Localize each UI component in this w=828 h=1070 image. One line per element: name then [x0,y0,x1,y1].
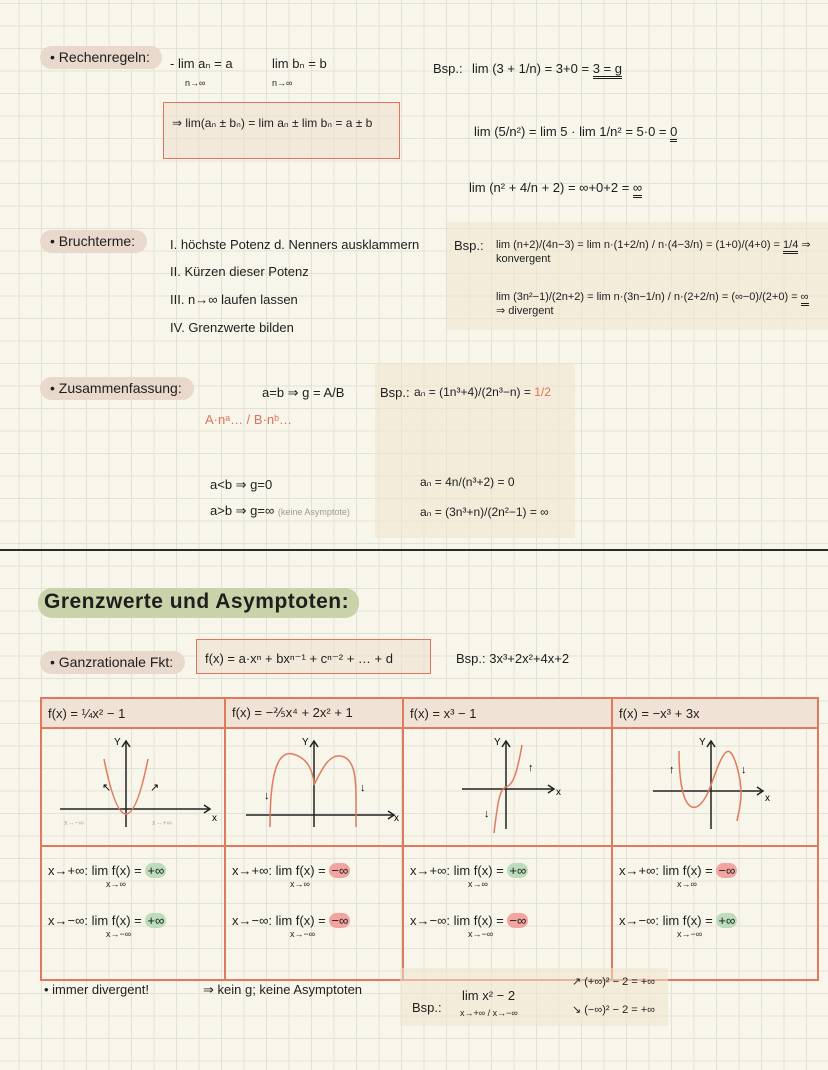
graph-neg-cubic [613,729,817,845]
example-3-expr: lim (n² + 4/n + 2) = ∞+0+2 = [469,180,633,195]
limit-neg [619,913,811,963]
graph-cell-2 [225,728,403,846]
limit-sub: x→−∞ [106,929,132,939]
bruch-example-2 [496,290,816,318]
limit-prefix: x→−∞: lim f(x) = [232,913,330,928]
limit-sub: x→∞ [290,879,310,889]
example-2 [474,124,677,139]
x-axis-label: x [394,813,399,824]
arrow-up-icon: ↑ [669,764,675,776]
zusammenfassung-bsp-label: Bsp.: [380,385,410,400]
arrow-up-right-icon: ↗ [150,782,160,794]
y-axis-label: Y [114,737,121,748]
bruch-example-2-result: ∞ [801,291,809,306]
limit-value: +∞ [147,913,165,928]
footer-example: lim x² − 2 [462,988,516,1003]
bruch-example-2-note: ⇒ divergent [496,305,554,317]
limit-value: +∞ [509,863,527,878]
y-axis-label: Y [699,737,706,748]
function-table [40,697,819,981]
case-greater-text: a>b ⇒ g=∞ [210,503,275,518]
bruch-example-2-expr: lim (3n²−1)/(2n+2) = lim n·(3n−1/n) / n·(2+2/n) = (∞−0)/(2+0) = [496,291,801,303]
limit-value: +∞ [718,913,736,928]
rule-b: lim bₙ = b [272,56,327,71]
footer-bsp-label: Bsp.: [412,1000,442,1015]
graph-quartic [226,729,402,845]
limit-sub: x→−∞ [290,929,316,939]
sum-rule: ⇒ lim(aₙ ± bₙ) = lim aₙ ± lim bₙ = a ± b [172,116,373,130]
case-equal: a=b ⇒ g = A/B [262,385,345,400]
step-2: II. Kürzen dieser Potenz [170,264,309,279]
note-left: x→−∞ [64,820,84,827]
limit-sub: x→−∞ [468,929,494,939]
arrow-down-icon: ↓ [360,782,366,794]
function-curve [679,751,741,821]
step-3: III. n→∞ laufen lassen [170,292,298,307]
limit-value: +∞ [147,863,165,878]
graph-cubic [404,729,611,845]
arrow-down-icon: ↓ [264,790,270,802]
limit-prefix: x→+∞: lim f(x) = [48,863,146,878]
limit-cell [41,846,225,980]
formula-cell: f(x) = ¼x² − 1 [41,698,225,728]
bruch-example-1-result: 1/4 [783,239,798,254]
limit-value: −∞ [718,863,736,878]
zusammen-example-1-result: 1/2 [534,385,551,399]
zusammen-example-1 [414,385,551,399]
sum-rule-box [163,102,400,159]
case-less: a<b ⇒ g=0 [210,477,273,492]
rule-a-sub: n→∞ [185,78,206,88]
example-1 [472,61,622,76]
zusammenfassung-label: • Zusammenfassung: [40,377,194,400]
bruchterme-label: • Bruchterme: [40,230,147,253]
limit-cell [403,846,612,980]
rechenregeln-bsp-label: Bsp.: [433,61,463,76]
bruch-example-1-note: ⇒ konvergent [496,239,811,265]
limit-sub: x→−∞ [677,929,703,939]
limit-pos [619,863,811,913]
note-right: x→+∞ [152,820,172,827]
zusammen-example-3: aₙ = (3n³+n)/(2n²−1) = ∞ [420,505,549,519]
limit-pos [48,863,218,913]
limit-pos [410,863,605,913]
limit-value: −∞ [331,913,349,928]
limit-cell [612,846,818,980]
general-form: f(x) = a·xⁿ + bxⁿ⁻¹ + cⁿ⁻² + … + d [205,651,393,666]
footer-note-2: ⇒ kein g; keine Asymptoten [203,982,363,997]
footer-example-sub: x→+∞ / x→−∞ [460,1008,518,1018]
formula-cell: f(x) = −⅖x⁴ + 2x² + 1 [225,698,403,728]
limit-sub: x→∞ [677,879,697,889]
example-1-expr: lim (3 + 1/n) = 3+0 = [472,61,593,76]
limit-prefix: x→+∞: lim f(x) = [232,863,330,878]
example-3 [469,180,642,195]
general-fraction: A·nᵃ… / B·nᵇ… [205,412,293,427]
limit-cell [225,846,403,980]
formula-cell: f(x) = x³ − 1 [403,698,612,728]
limit-neg [410,913,605,963]
arrow-up-left-icon: ↖ [102,782,112,794]
limit-prefix: x→+∞: lim f(x) = [619,863,717,878]
limit-value: −∞ [509,913,527,928]
arrow-up-icon: ↑ [528,762,534,774]
limit-neg [48,913,218,963]
limit-pos [232,863,396,913]
example-2-expr: lim (5/n²) = lim 5 · lim 1/n² = 5·0 = [474,124,671,139]
formula-cell: f(x) = −x³ + 3x [612,698,818,728]
ganzrational-label: • Ganzrationale Fkt: [40,651,185,674]
limit-sub: x→∞ [468,879,488,889]
rule-a: - lim aₙ = a [170,56,233,71]
ganzrational-example: Bsp.: 3x³+2x²+4x+2 [456,651,570,666]
zusammen-example-1-expr: aₙ = (1n³+4)/(2n³−n) = [414,385,535,399]
x-axis-label: x [212,813,217,824]
x-axis-label: x [556,787,561,798]
limit-prefix: x→−∞: lim f(x) = [619,913,717,928]
limit-prefix: x→−∞: lim f(x) = [48,913,146,928]
arrow-down-icon: ↓ [484,808,490,820]
example-2-result: 0 [670,124,677,142]
limit-neg [232,913,396,963]
x-axis-label: x [765,793,770,804]
step-1: I. höchste Potenz d. Nenners ausklammern [170,237,420,252]
rule-b-sub: n→∞ [272,78,293,88]
bruch-example-1-expr: lim (n+2)/(4n−3) = lim n·(1+2/n) / n·(4−3/n) = (1+0)/(4+0) = [496,239,784,251]
section-divider [0,549,828,551]
section-title: Grenzwerte und Asymptoten: [38,588,359,618]
y-axis-label: Y [494,737,501,748]
step-4: IV. Grenzwerte bilden [170,320,294,335]
example-1-result: 3 = g [593,61,622,79]
bruch-example-1 [496,238,816,266]
graph-cell-4 [612,728,818,846]
graph-cell-1 [41,728,225,846]
y-axis-label: Y [302,737,309,748]
footer-branch-neg: ↘ (−∞)² − 2 = +∞ [572,1004,655,1016]
case-greater-note: (keine Asymptote) [277,507,350,517]
graph-cell-3 [403,728,612,846]
zusammen-example-2: aₙ = 4n/(n³+2) = 0 [420,475,515,489]
graph-parabola [42,729,224,845]
bruchterme-bsp-label: Bsp.: [454,238,484,253]
limit-sub: x→∞ [106,879,126,889]
case-greater [210,503,350,519]
limit-prefix: x→+∞: lim f(x) = [410,863,508,878]
rechenregeln-label: • Rechenregeln: [40,46,162,69]
example-3-result: ∞ [633,180,642,198]
limit-prefix: x→−∞: lim f(x) = [410,913,508,928]
limit-value: −∞ [331,863,349,878]
footer-branch-pos: ↗ (+∞)² − 2 = +∞ [572,976,655,988]
arrow-down-icon: ↓ [741,764,747,776]
function-curve [270,754,356,827]
footer-note: • immer divergent! [44,982,149,997]
